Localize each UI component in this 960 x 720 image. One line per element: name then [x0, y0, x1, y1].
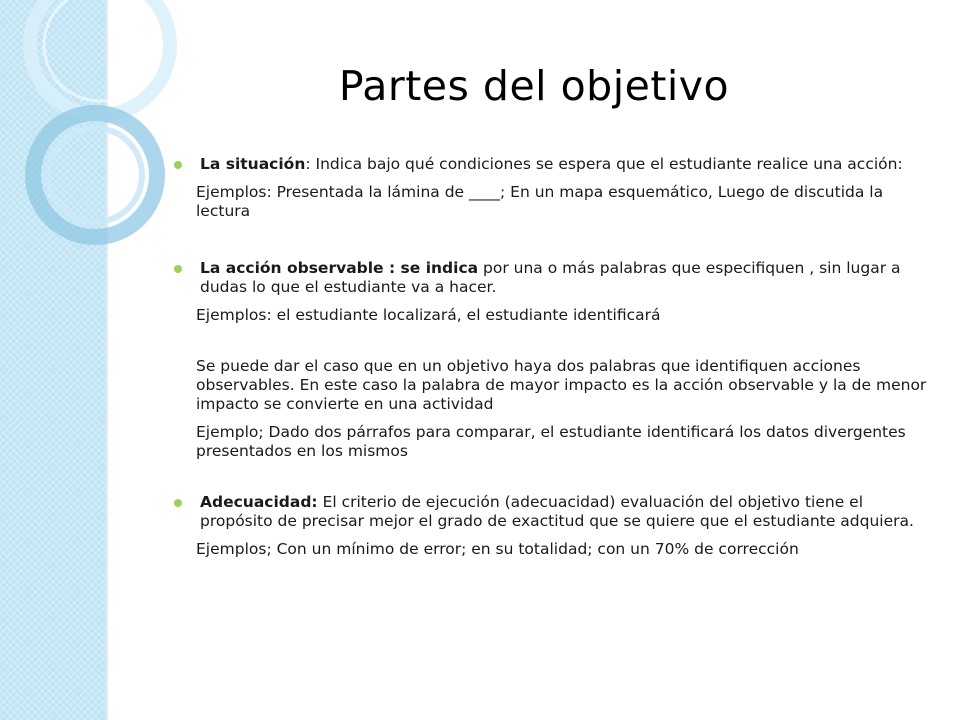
bullet-situacion — [174, 155, 934, 174]
page-title: Partes del objetivo — [338, 62, 730, 110]
bullet-dot-icon — [174, 499, 182, 507]
accion-examples: Ejemplos: el estudiante localizará, el estudiante identificará — [196, 306, 661, 324]
decorative-rings — [0, 0, 200, 300]
slide-content — [174, 155, 934, 559]
decorative-ring-lower — [33, 113, 157, 237]
adecuacidad-examples: Ejemplos; Con un mínimo de error; en su totalidad; con un 70% de corrección — [196, 540, 799, 558]
bullet-accion — [174, 259, 934, 297]
bullet-adecuacidad — [174, 493, 934, 531]
situacion-text: : Indica bajo qué condiciones se espera que el estudiante realice una acción: — [305, 155, 903, 173]
adecuacidad-label: Adecuacidad: — [200, 493, 318, 511]
accion-label: La acción observable : se indica — [200, 259, 479, 277]
accion-note: Se puede dar el caso que en un objetivo haya dos palabras que identifiquen acciones observables. En este caso la palabra de mayor impacto es la acción observable y la de menor impacto se convierte en una actividad — [196, 357, 927, 413]
situacion-label: La situación — [200, 155, 306, 173]
bullet-dot-icon — [174, 265, 182, 273]
decorative-ring-lower-inner — [48, 128, 142, 222]
adecuacidad-text: El criterio de ejecución (adecuacidad) evaluación del objetivo tiene el propósito de precisar mejor el grado de exactitud que se quiere que el estudiante adquiera. — [200, 493, 914, 530]
accion-text: por una o más palabras que especifiquen , sin lugar a dudas lo que el estudiante va a hacer. — [200, 259, 901, 296]
situacion-examples: Ejemplos: Presentada la lámina de ____; En un mapa esquemático, Luego de discutida la lectura — [196, 183, 884, 220]
bullet-dot-icon — [174, 161, 182, 169]
accion-note-example: Ejemplo; Dado dos párrafos para comparar, el estudiante identificará los datos divergentes presentados en los mismos — [196, 423, 906, 460]
